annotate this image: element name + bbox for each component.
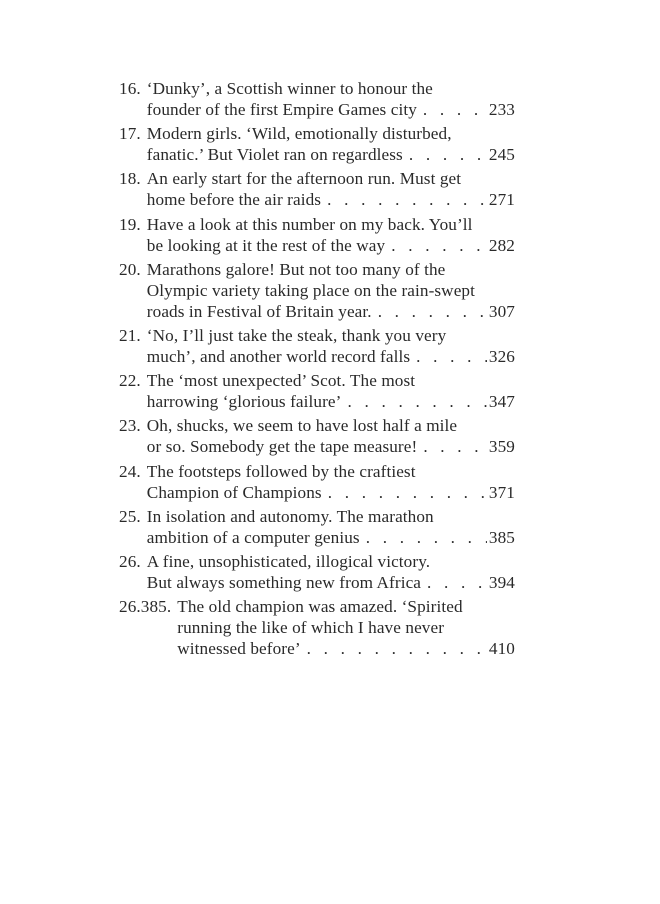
dot-leader [417, 99, 487, 120]
toc-entry [119, 596, 515, 659]
toc-entry [119, 259, 515, 322]
dot-leader [403, 144, 487, 165]
dot-leader [372, 301, 487, 322]
chapter-number: 22. [119, 371, 141, 391]
dot-leader [321, 189, 487, 210]
chapter-number: 26.385. [119, 597, 172, 617]
chapter-number: 26. [119, 551, 141, 571]
chapter-title-last-line [147, 144, 515, 165]
chapter-number: 20. [119, 259, 141, 279]
page-number: 245 [488, 145, 515, 165]
chapter-number: 16. [119, 79, 141, 98]
chapter-title [147, 214, 515, 256]
chapter-title-line: Oh, shucks, we seem to have lost half a mile [146, 416, 458, 436]
chapter-title [147, 123, 515, 165]
chapter-title-line: witnessed before’ [177, 639, 301, 659]
chapter-title-line: home before the air raids [146, 190, 322, 210]
chapter-title [147, 370, 515, 412]
chapter-title-line: The ‘most unexpected’ Scot. The most [146, 371, 416, 391]
chapter-title-line: be looking at it the rest of the way [146, 235, 386, 255]
toc-entry [119, 78, 515, 120]
chapter-title [147, 551, 515, 593]
chapter-title-last-line [147, 301, 515, 322]
toc-entry [119, 551, 515, 593]
chapter-title-last-line [147, 189, 515, 210]
toc-entry [119, 168, 515, 210]
dot-leader [301, 638, 487, 659]
chapter-title-line: founder of the first Empire Games city [146, 100, 417, 119]
chapter-title-line: A fine, unsophisticated, illogical victory. [146, 551, 431, 571]
page-number: 326 [488, 346, 515, 366]
chapter-number: 25. [119, 506, 141, 526]
dot-leader [341, 391, 487, 412]
chapter-title-line: Marathons galore! But not too many of the [146, 259, 446, 279]
page-number: 359 [488, 437, 515, 457]
table-of-contents [119, 78, 515, 662]
page-number: 410 [488, 639, 515, 659]
dot-leader [385, 235, 487, 256]
page-number: 371 [488, 482, 515, 502]
chapter-title-last-line [147, 572, 515, 593]
chapter-title-line: Olympic variety taking place on the rain-swept [146, 280, 475, 300]
chapter-title-line: An early start for the afternoon run. Must get [146, 169, 462, 189]
chapter-title-line: ‘Dunky’, a Scottish winner to honour the [146, 79, 433, 98]
chapter-title-line: Have a look at this number on my back. You’ll [146, 214, 473, 234]
toc-entry [119, 506, 515, 548]
dot-leader [410, 346, 487, 367]
chapter-title-line: or so. Somebody get the tape measure! [146, 437, 418, 457]
toc-entry [119, 461, 515, 503]
chapter-title [147, 78, 515, 120]
page-number: 385 [488, 527, 515, 547]
chapter-title-last-line [147, 346, 515, 367]
chapter-title [147, 259, 515, 322]
chapter-title-last-line [147, 391, 515, 412]
chapter-title-line: Champion of Champions [146, 482, 322, 502]
page-number: 282 [488, 235, 515, 255]
chapter-number: 19. [119, 214, 141, 234]
dot-leader [417, 436, 487, 457]
chapter-number: 21. [119, 325, 141, 345]
chapter-title [147, 168, 515, 210]
dot-leader [421, 572, 487, 593]
chapter-title-line: harrowing ‘glorious failure’ [146, 392, 342, 412]
chapter-number: 24. [119, 461, 141, 481]
chapter-title-last-line [147, 436, 515, 457]
chapter-title-last-line [147, 482, 515, 503]
toc-entry [119, 370, 515, 412]
chapter-title-line: much’, and another world record falls [146, 346, 411, 366]
toc-entry [119, 415, 515, 457]
page-number: 271 [488, 190, 515, 210]
chapter-number: 17. [119, 124, 141, 144]
chapter-title [147, 325, 515, 367]
chapter-title-line: ‘No, I’ll just take the steak, thank you very [146, 325, 447, 345]
chapter-title [147, 506, 515, 548]
toc-entry [119, 214, 515, 256]
chapter-number: 18. [119, 169, 141, 189]
chapter-title-line: In isolation and autonomy. The marathon [146, 506, 434, 526]
chapter-title-line: fanatic.’ But Violet ran on regardless [146, 145, 403, 165]
chapter-title-line: roads in Festival of Britain year. [146, 301, 372, 321]
chapter-title [177, 596, 515, 659]
page-number: 347 [488, 392, 515, 412]
chapter-title-last-line [147, 527, 515, 548]
dot-leader [360, 527, 487, 548]
chapter-title-last-line [147, 235, 515, 256]
chapter-title-line: But always something new from Africa [146, 572, 422, 592]
dot-leader [322, 482, 487, 503]
toc-entry [119, 123, 515, 165]
page-number: 233 [488, 100, 515, 119]
chapter-title-last-line [177, 638, 515, 659]
chapter-title-line: The footsteps followed by the craftiest [146, 461, 416, 481]
chapter-title [147, 461, 515, 503]
chapter-title-last-line [147, 99, 515, 120]
chapter-number: 23. [119, 416, 141, 436]
chapter-title-line: Modern girls. ‘Wild, emotionally disturbed, [146, 124, 452, 144]
chapter-title-line: The old champion was amazed. ‘Spirited [177, 597, 463, 617]
chapter-title-line: ambition of a computer genius [146, 527, 360, 547]
chapter-title [147, 415, 515, 457]
chapter-title-line: running the like of which I have never [177, 618, 445, 638]
page-number: 394 [488, 572, 515, 592]
toc-entry [119, 325, 515, 367]
page-number: 307 [488, 301, 515, 321]
